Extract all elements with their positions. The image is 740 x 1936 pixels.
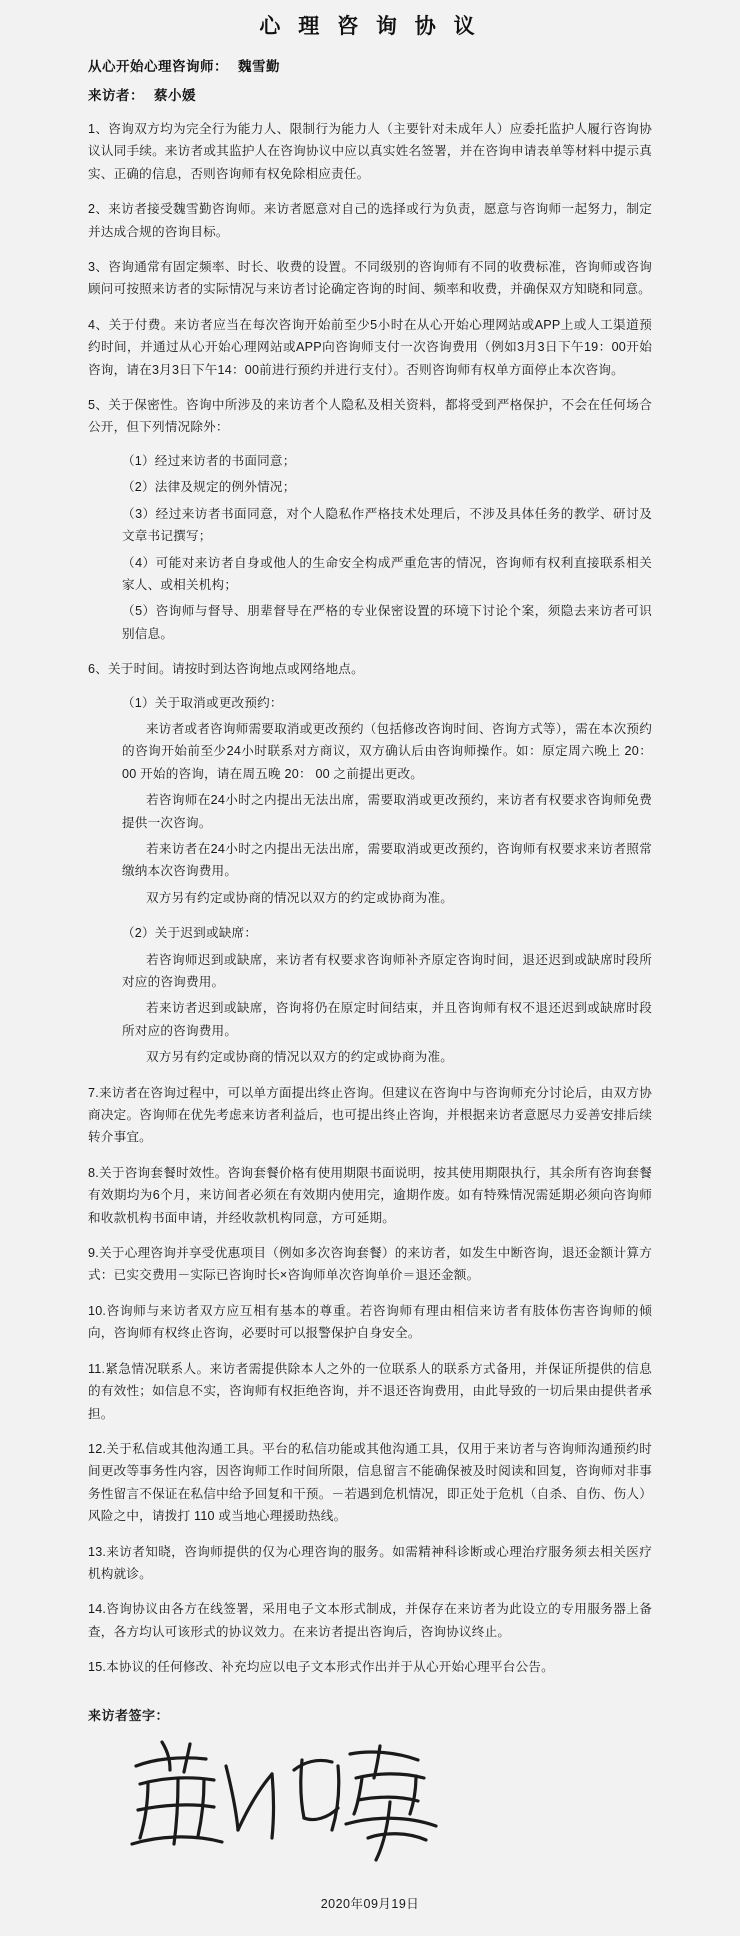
signature-label: 来访者签字： [88, 1707, 170, 1723]
clause-6-sub2-title: （2）关于迟到或缺席： [122, 926, 258, 941]
clause-6-sub1-title: （1）关于取消或更改预约： [122, 695, 283, 710]
clause-9: 9.关于心理咨询并享受优惠项目（例如多次咨询套餐）的来访者，如发生中断咨询，退还金额计算方式：已实交费用－实际已咨询时长×咨询师单次咨询单价＝退还金额。 [88, 1246, 652, 1283]
clause-list [88, 118, 652, 1679]
clause-7: 7.来访者在咨询过程中，可以单方面提出终止咨询。但建议在咨询中与咨询师充分讨论后，由双方协商决定。咨询师在优先考虑来访者利益后，也可提出终止咨询，并根据来访者意愿尽力妥善安排后续转介事宜。 [88, 1085, 652, 1145]
clause-5-item-2: （2）法律及规定的例外情况； [122, 480, 296, 495]
signature-date: 2020年09月19日 [320, 1896, 420, 1911]
clause-1: 1、咨询双方均为完全行为能力人、限制行为能力人（主要针对未成年人）应委托监护人履行咨询协议认同手续。来访者或其监护人在咨询协议中应以真实姓名签署，并在咨询申请表单等材料中提示真实、正确的信息，否则咨询师有权免除相应责任。 [88, 122, 652, 181]
client-line [88, 84, 652, 104]
clause-6-sub2-item-1: 若咨询师迟到或缺席，来访者有权要求咨询师补齐原定咨询时间，退还迟到或缺席时段所对应的咨询费用。 [122, 952, 652, 989]
clause-4: 4、关于付费。来访者应当在每次咨询开始前至少5小时在从心开始心理网站或APP上或人工渠道预约时间，并通过从心开始心理网站或APP向咨询师支付一次咨询费用（例如3月3日下午19：00开始咨询，请在3月3日下午14：00前进行预约并进行支付）。否则咨询师有权单方面停止本次咨询。 [88, 317, 652, 377]
page-title: 心 理 咨 询 协 议 [259, 15, 481, 38]
clause-6-sub1-item-2: 若咨询师在24小时之内提出无法出席，需要取消或更改预约，来访者有权要求咨询师免费提供一次咨询。 [122, 793, 652, 830]
counselor-line [88, 55, 652, 75]
counselor-name: 魏雪勤 [238, 59, 280, 74]
signature-area [88, 1726, 652, 1876]
clause-13: 13.来访者知晓，咨询师提供的仅为心理咨询的服务。如需精神科诊断或心理治疗服务须去相关医疗机构就诊。 [88, 1544, 652, 1581]
client-name: 蔡小媛 [154, 88, 196, 103]
clause-5-item-5: （5）咨询师与督导、朋辈督导在严格的专业保密设置的环境下讨论个案，须隐去来访者可识别信息。 [122, 604, 652, 641]
clause-2: 2、来访者接受魏雪勤咨询师。来访者愿意对自己的选择或行为负责，愿意与咨询师一起努力，制定并达成合规的咨询目标。 [88, 202, 652, 239]
clause-5-item-3: （3）经过来访者书面同意，对个人隐私作严格技术处理后，不涉及具体任务的教学、研讨及文章书记撰写； [122, 506, 652, 544]
clause-6-sub1-item-3: 若来访者在24小时之内提出无法出席，需要取消或更改预约，咨询师有权要求来访者照常缴纳本次咨询费用。 [122, 841, 652, 879]
clause-10: 10.咨询师与来访者双方应互相有基本的尊重。若咨询师有理由相信来访者有肢体伤害咨询师的倾向，咨询师有权终止咨询，必要时可以报警保护自身安全。 [88, 1303, 652, 1341]
clause-3: 3、咨询通常有固定频率、时长、收费的设置。不同级别的咨询师有不同的收费标准，咨询师或咨询顾问可按照来访者的实际情况与来访者讨论确定咨询的时间、频率和收费，并确保双方知晓和同意。 [88, 260, 652, 297]
client-label: 来访者： [88, 88, 144, 103]
clause-6-sub2-item-2: 若来访者迟到或缺席，咨询将仍在原定时间结束，并且咨询师有权不退还迟到或缺席时段所对应的咨询费用。 [122, 1001, 652, 1038]
document-body [0, 55, 740, 1926]
clause-5-item-1: （1）经过来访者的书面同意； [122, 453, 296, 468]
clause-8: 8.关于咨询套餐时效性。咨询套餐价格有使用期限书面说明，按其使用期限执行，其余所有咨询套餐有效期均为6个月，来访间者必须在有效期内使用完，逾期作废。如有特殊情况需延期必须向咨询师和收款机构书面申请，并经收款机构同意，方可延期。 [88, 1165, 652, 1225]
clause-15: 15.本协议的任何修改、补充均应以电子文本形式作出并于从心开始心理平台公告。 [88, 1660, 554, 1675]
clause-6-sub1-item-1: 来访者或者咨询师需要取消或更改预约（包括修改咨询时间、咨询方式等），需在本次预约的咨询开始前至少24小时联系对方商议，双方确认后由咨询师操作。如：原定周六晚上 20： 00 开始的咨询，请在周五晚 20： 00 之前提出更改。 [122, 721, 652, 781]
clause-14: 14.咨询协议由各方在线签署，采用电子文本形式制成，并保存在来访者为此设立的专用服务器上备查，各方均认可该形式的协议效力。在来访者提出咨询后，咨询协议终止。 [88, 1602, 652, 1639]
clause-6-sub1-item-4: 双方另有约定或协商的情况以双方的约定或协商为准。 [146, 890, 454, 905]
clause-6: 6、关于时间。请按时到达咨询地点或网络地点。 [88, 662, 364, 677]
clause-5: 5、关于保密性。咨询中所涉及的来访者个人隐私及相关资料，都将受到严格保护，不会在任何场合公开，但下列情况除外： [88, 398, 652, 435]
clause-5-item-4: （4）可能对来访者自身或他人的生命安全构成严重危害的情况，咨询师有权利直接联系相关家人、或相关机构； [122, 555, 652, 592]
counselor-label: 从心开始心理咨询师： [88, 59, 228, 74]
clause-12: 12.关于私信或其他沟通工具。平台的私信功能或其他沟通工具，仅用于来访者与咨询师沟通预约时间更改等事务性内容，因咨询师工作时间所限，信息留言不能确保被及时阅读和回复，咨询师对非事务性留言不保证在私信中给予回复和干预。－若遇到危机情况，即正处于危机（自杀、自伤、伤人）风险之中，请拨打 110 或当地心理援助热线。 [88, 1441, 652, 1524]
clause-6-sub2-item-3: 双方另有约定或协商的情况以双方的约定或协商为准。 [146, 1050, 454, 1065]
clause-11: 11.紧急情况联系人。来访者需提供除本人之外的一位联系人的联系方式备用，并保证所提供的信息的有效性；如信息不实，咨询师有权拒绝咨询，并不退还咨询费用，由此导致的一切后果由提供者承担。 [88, 1361, 652, 1421]
